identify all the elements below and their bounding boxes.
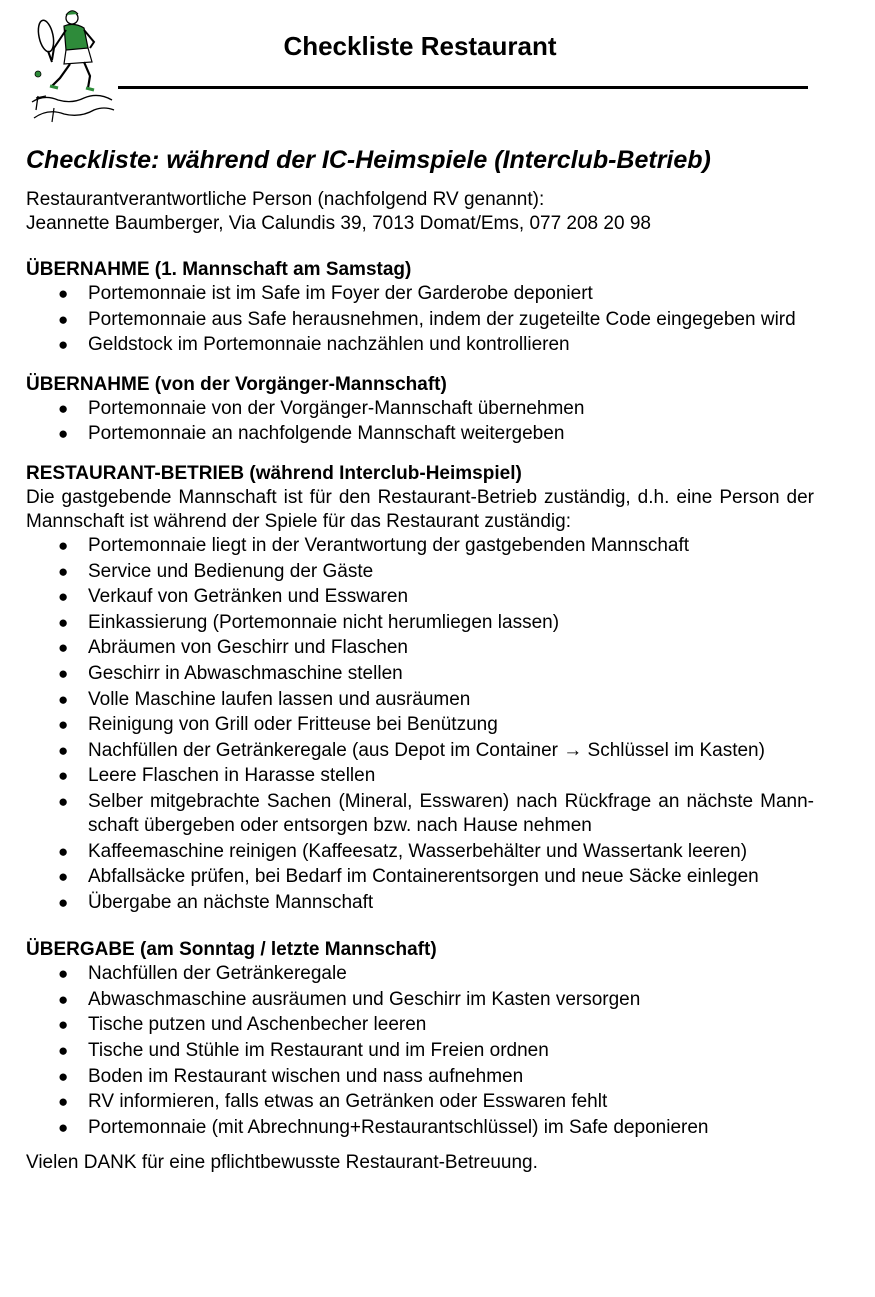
bullet-icon: ●	[58, 561, 69, 581]
document-body	[26, 144, 814, 1175]
bullet-icon: ●	[58, 587, 69, 607]
checklist-restaurant-betrieb	[26, 534, 814, 915]
bullet-icon: ●	[58, 740, 69, 760]
title-underline	[118, 86, 808, 89]
list-item: ● Portemonnaie von der Vorgänger-Mannschaft übernehmen	[58, 397, 585, 419]
bullet-icon: ●	[58, 335, 69, 355]
list-item: ● Kaffeemaschine reinigen (Kaffeesatz, Wasserbehälter und Wassertank leeren)	[58, 840, 748, 862]
section-heading-uebernahme-samstag: ÜBERNAHME (1. Mannschaft am Samstag)	[26, 259, 412, 280]
bullet-icon: ●	[58, 1092, 69, 1112]
list-item: ● Selber mitgebrachte Sachen (Mineral, Esswaren) nach Rückfrage an nächste Mann-schaft übergeben oder entsorgen bzw. nach Hause nehmen	[58, 790, 814, 836]
bullet-icon: ●	[58, 964, 69, 984]
list-item: ● Leere Flaschen in Harasse stellen	[58, 765, 376, 787]
bullet-icon: ●	[58, 867, 69, 887]
bullet-icon: ●	[58, 841, 69, 861]
bullet-icon: ●	[58, 284, 69, 303]
bullet-icon: ●	[58, 309, 69, 329]
list-item: ● Portemonnaie (mit Abrechnung+Restaurantschlüssel) im Safe deponieren	[58, 1116, 709, 1138]
bullet-icon: ●	[58, 1041, 69, 1061]
list-item: ● Verkauf von Getränken und Esswaren	[58, 586, 409, 608]
list-item: ● Portemonnaie ist im Safe im Foyer der Garderobe deponiert	[58, 283, 593, 304]
responsible-person-label: Restaurantverantwortliche Person (nachfolgend RV genannt):	[26, 189, 545, 210]
bullet-icon: ●	[58, 791, 69, 811]
bullet-icon: ●	[58, 1117, 69, 1137]
list-item: ● Service und Bedienung der Gäste	[58, 560, 374, 582]
bullet-icon: ●	[58, 663, 69, 683]
list-item: ● Portemonnaie liegt in der Verantwortung der gastgebenden Mannschaft	[58, 534, 690, 556]
bullet-icon: ●	[58, 1015, 69, 1035]
section-heading-uebernahme-vorgaenger: ÜBERNAHME (von der Vorgänger-Mannschaft)	[26, 373, 447, 395]
list-item: ● Reinigung von Grill oder Fritteuse bei Benützung	[58, 714, 498, 736]
list-item: ● Boden im Restaurant wischen und nass aufnehmen	[58, 1065, 524, 1087]
bullet-icon: ●	[58, 398, 69, 418]
document-title: Checkliste Restaurant	[283, 31, 557, 61]
bullet-icon: ●	[58, 1066, 69, 1086]
bullet-icon: ●	[58, 424, 69, 444]
bullet-icon: ●	[58, 715, 69, 735]
list-item: ● Nachfüllen der Getränkeregale	[58, 963, 347, 985]
bullet-icon: ●	[58, 535, 69, 555]
bullet-icon: ●	[58, 892, 69, 912]
list-item: ● RV informieren, falls etwas an Getränken oder Esswaren fehlt	[58, 1091, 608, 1113]
section-heading-uebergabe-sonntag: ÜBERGABE (am Sonntag / letzte Mannschaft)	[26, 939, 437, 961]
list-item: ● Tische und Stühle im Restaurant und im Freien ordnen	[58, 1040, 549, 1062]
list-item: ● Abwaschmaschine ausräumen und Geschirr im Kasten versorgen	[58, 988, 641, 1010]
tennis-player-logo-icon	[24, 4, 120, 128]
section-heading-restaurant-betrieb: RESTAURANT-BETRIEB (während Interclub-Heimspiel)	[26, 462, 522, 484]
responsible-person-contact: Jeannette Baumberger, Via Calundis 39, 7013 Domat/Ems, 077 208 20 98	[26, 213, 651, 234]
list-item: ● Portemonnaie aus Safe herausnehmen, indem der zugeteilte Code eingegeben wird	[58, 308, 796, 330]
bullet-icon: ●	[58, 989, 69, 1009]
bullet-icon: ●	[58, 689, 69, 709]
list-item: ● Geldstock im Portemonnaie nachzählen und kontrollieren	[58, 334, 570, 356]
checklist-uebernahme-vorgaenger	[26, 397, 814, 447]
list-item: ● Einkassierung (Portemonnaie nicht herumliegen lassen)	[58, 611, 560, 633]
bullet-icon: ●	[58, 612, 69, 632]
list-item: ● Übergabe an nächste Mannschaft	[58, 891, 374, 913]
bullet-icon: ●	[58, 766, 69, 786]
bullet-icon: ●	[58, 638, 69, 658]
checklist-uebernahme-samstag	[26, 282, 814, 357]
list-item: ● Abräumen von Geschirr und Flaschen	[58, 637, 408, 659]
main-heading: Checkliste: während der IC-Heimspiele (Interclub-Betrieb)	[26, 146, 711, 174]
list-item: ● Volle Maschine laufen lassen und ausräumen	[58, 688, 471, 710]
checklist-uebergabe-sonntag	[26, 962, 814, 1140]
list-item: ● Tische putzen und Aschenbecher leeren	[58, 1014, 427, 1036]
list-item: ● Abfallsäcke prüfen, bei Bedarf im Containerentsorgen und neue Säcke einlegen	[58, 866, 759, 888]
list-item: ● Geschirr in Abwaschmaschine stellen	[58, 662, 403, 684]
list-item: ● Nachfüllen der Getränkeregale (aus Depot im Container → Schlüssel im Kasten)	[58, 739, 765, 761]
closing-text: Vielen DANK für eine pflichtbewusste Restaurant-Betreuung.	[26, 1152, 538, 1174]
section-intro-restaurant-betrieb: Die gastgebende Mannschaft ist für den Restaurant-Betrieb zuständig, d.h. eine Person der Mannschaft ist während der Spiele für das Restaurant zuständig:	[26, 486, 814, 532]
list-item: ● Portemonnaie an nachfolgende Mannschaft weitergeben	[58, 423, 565, 445]
